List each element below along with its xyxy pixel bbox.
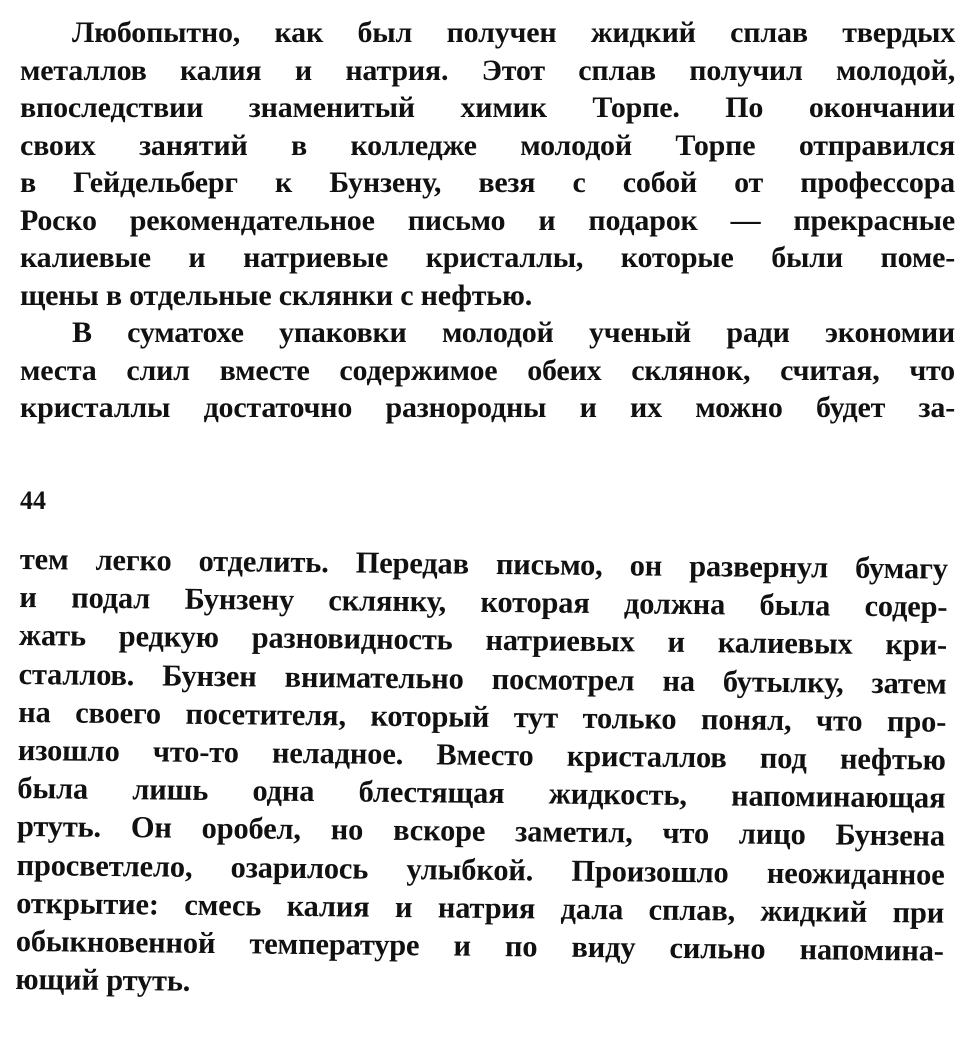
text-line: тем легко отделить. Передав письмо, он развернул бумагу <box>19 541 948 586</box>
text-line: металлов калия и натрия. Этот сплав получил молодой, <box>20 53 955 87</box>
text-line: открытие: смесь калия и натрия дала сплав, жидкий при <box>16 885 945 930</box>
text-line: В суматохе упаковки молодой ученый ради экономии <box>72 316 955 349</box>
text-line: кристаллы достаточно разнородны и их можно будет за- <box>20 391 955 424</box>
text-line: сталлов. Бунзен внимательно посмотрел на бутылку, затем <box>18 656 947 701</box>
text-line: места слил вместе содержимое обеих склянок, считая, что <box>20 353 955 387</box>
text-line: изошло что-то неладное. Вместо кристаллов под нефтью <box>17 732 946 777</box>
text-line: на своего посетителя, который тут только понял, что про- <box>18 694 947 739</box>
text-line: в Гейдельберг к Бунзену, везя с собой от профессора <box>20 166 955 199</box>
text-line: Роско рекомендательное письмо и подарок — прекрасные <box>20 203 955 237</box>
text-line: просветлело, озарилось улыбкой. Произошло неожиданное <box>16 847 945 892</box>
text-line: была лишь одна блестящая жидкость, напоминающая <box>17 771 946 815</box>
text-line: ртуть. Он оробел, но вскоре заметил, что лицо Бунзена <box>16 809 946 854</box>
text-line: впоследствии знаменитый химик Торпе. По окончании <box>20 91 955 124</box>
text-line: обыкновенной температуре и по виду сильно напомина- <box>15 923 944 968</box>
top-text-block <box>20 14 955 427</box>
text-line: Любопытно, как был получен жидкий сплав твердых <box>72 16 955 49</box>
text-line: калиевые и натриевые кристаллы, которые были поме- <box>20 241 955 274</box>
text-line: щены в отдельные склянки с нефтью. <box>20 278 532 312</box>
text-line: своих занятий в колледже молодой Торпе отправился <box>20 128 955 162</box>
text-line: и подал Бунзену склянку, которая должна была содер- <box>19 580 948 624</box>
text-line: ющий ртуть. <box>15 962 191 998</box>
text-line: жать редкую разновидность натриевых и калиевых кри- <box>18 618 948 663</box>
bottom-text-block <box>15 540 948 1008</box>
page-number: 44 <box>20 486 46 515</box>
